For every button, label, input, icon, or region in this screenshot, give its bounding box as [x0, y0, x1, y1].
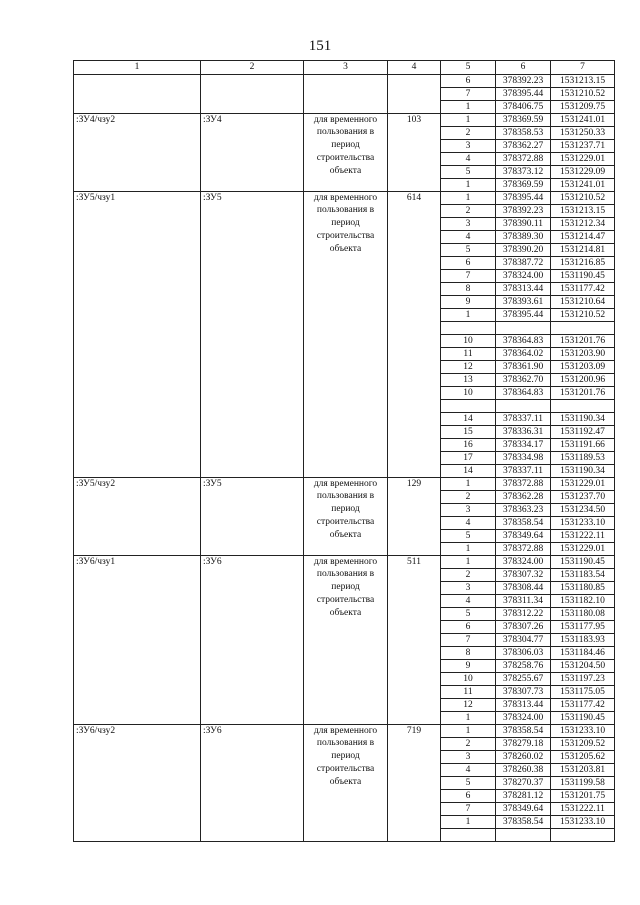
point-number-cell: 4: [441, 763, 496, 776]
parent-plot-cell: [201, 74, 304, 113]
coord-y-cell: 1531182.10: [551, 594, 615, 607]
point-number-cell: 3: [441, 217, 496, 230]
purpose-cell: для временного пользования в период строительства объекта: [304, 477, 388, 555]
coord-y-cell: 1531214.81: [551, 243, 615, 256]
coord-x-cell: 378406.75: [496, 100, 551, 113]
coord-y-cell: [551, 399, 615, 412]
column-header: 5: [441, 61, 496, 75]
coord-y-cell: 1531250.33: [551, 126, 615, 139]
point-number-cell: 2: [441, 204, 496, 217]
parent-plot-cell: :ЗУ5: [201, 477, 304, 555]
table-row: [74, 74, 615, 87]
table-row: [74, 477, 615, 490]
coord-y-cell: 1531241.01: [551, 113, 615, 126]
coord-y-cell: 1531237.71: [551, 139, 615, 152]
plot-designation-cell: :ЗУ6/чзу1: [74, 555, 201, 724]
coord-y-cell: 1531184.46: [551, 646, 615, 659]
point-number-cell: 1: [441, 100, 496, 113]
coord-y-cell: 1531216.85: [551, 256, 615, 269]
coord-y-cell: 1531201.75: [551, 789, 615, 802]
coord-y-cell: 1531229.01: [551, 477, 615, 490]
coord-x-cell: 378304.77: [496, 633, 551, 646]
coord-x-cell: 378324.00: [496, 555, 551, 568]
coord-x-cell: 378324.00: [496, 711, 551, 724]
area-cell: 614: [388, 191, 441, 477]
coord-y-cell: 1531229.09: [551, 165, 615, 178]
plot-designation-cell: :ЗУ5/чзу1: [74, 191, 201, 477]
point-number-cell: 1: [441, 191, 496, 204]
point-number-cell: 5: [441, 607, 496, 620]
area-cell: 103: [388, 113, 441, 191]
coord-y-cell: 1531210.52: [551, 87, 615, 100]
point-number-cell: 5: [441, 243, 496, 256]
area-cell: 511: [388, 555, 441, 724]
coord-x-cell: [496, 321, 551, 334]
coord-y-cell: 1531233.10: [551, 724, 615, 737]
point-number-cell: 9: [441, 659, 496, 672]
table-row: [74, 724, 615, 737]
coord-y-cell: 1531203.09: [551, 360, 615, 373]
point-number-cell: 11: [441, 685, 496, 698]
table-row: [74, 555, 615, 568]
coord-x-cell: 378311.34: [496, 594, 551, 607]
coord-x-cell: 378334.17: [496, 438, 551, 451]
coord-x-cell: 378372.88: [496, 152, 551, 165]
point-number-cell: [441, 321, 496, 334]
coord-y-cell: 1531191.66: [551, 438, 615, 451]
point-number-cell: 1: [441, 113, 496, 126]
point-number-cell: 3: [441, 139, 496, 152]
point-number-cell: 1: [441, 542, 496, 555]
point-number-cell: 2: [441, 737, 496, 750]
coord-x-cell: 378258.76: [496, 659, 551, 672]
coord-x-cell: 378387.72: [496, 256, 551, 269]
coord-x-cell: 378372.88: [496, 542, 551, 555]
point-number-cell: 9: [441, 295, 496, 308]
coord-y-cell: 1531237.70: [551, 490, 615, 503]
coord-y-cell: 1531197.23: [551, 672, 615, 685]
coord-x-cell: 378337.11: [496, 412, 551, 425]
area-cell: [388, 74, 441, 113]
coord-x-cell: 378358.54: [496, 815, 551, 828]
coord-y-cell: 1531204.50: [551, 659, 615, 672]
column-header: 3: [304, 61, 388, 75]
coord-x-cell: 378373.12: [496, 165, 551, 178]
coord-y-cell: 1531209.52: [551, 737, 615, 750]
coord-y-cell: 1531192.47: [551, 425, 615, 438]
point-number-cell: 6: [441, 620, 496, 633]
coordinates-table: [73, 60, 615, 842]
area-cell: 719: [388, 724, 441, 841]
plot-designation-cell: [74, 74, 201, 113]
coord-x-cell: [496, 828, 551, 841]
coord-x-cell: 378281.12: [496, 789, 551, 802]
point-number-cell: 1: [441, 724, 496, 737]
page-number: 151: [308, 38, 332, 54]
coord-x-cell: 378392.23: [496, 74, 551, 87]
coord-y-cell: 1531209.75: [551, 100, 615, 113]
coord-y-cell: [551, 321, 615, 334]
coord-x-cell: 378313.44: [496, 282, 551, 295]
coord-y-cell: 1531177.95: [551, 620, 615, 633]
coord-x-cell: 378369.59: [496, 113, 551, 126]
purpose-cell: для временного пользования в период строительства объекта: [304, 191, 388, 477]
column-header: 1: [74, 61, 201, 75]
column-header: 7: [551, 61, 615, 75]
column-header: 4: [388, 61, 441, 75]
coord-y-cell: 1531180.85: [551, 581, 615, 594]
point-number-cell: 7: [441, 633, 496, 646]
coord-x-cell: 378390.11: [496, 217, 551, 230]
coord-x-cell: 378349.64: [496, 529, 551, 542]
coord-y-cell: 1531190.34: [551, 412, 615, 425]
coord-x-cell: [496, 399, 551, 412]
point-number-cell: 12: [441, 360, 496, 373]
coord-y-cell: 1531183.93: [551, 633, 615, 646]
coord-y-cell: 1531201.76: [551, 334, 615, 347]
purpose-cell: для временного пользования в период строительства объекта: [304, 724, 388, 841]
plot-designation-cell: :ЗУ4/чзу2: [74, 113, 201, 191]
coord-x-cell: 378349.64: [496, 802, 551, 815]
coord-y-cell: 1531190.34: [551, 464, 615, 477]
coord-x-cell: 378362.27: [496, 139, 551, 152]
coord-y-cell: 1531229.01: [551, 542, 615, 555]
column-header: 2: [201, 61, 304, 75]
coord-x-cell: 378260.02: [496, 750, 551, 763]
purpose-cell: [304, 74, 388, 113]
point-number-cell: 6: [441, 74, 496, 87]
coord-x-cell: 378364.83: [496, 334, 551, 347]
point-number-cell: 7: [441, 87, 496, 100]
coord-y-cell: 1531200.96: [551, 373, 615, 386]
point-number-cell: 17: [441, 451, 496, 464]
coord-y-cell: 1531222.11: [551, 802, 615, 815]
table-row: [74, 191, 615, 204]
coord-x-cell: 378364.83: [496, 386, 551, 399]
coord-y-cell: 1531214.47: [551, 230, 615, 243]
coord-x-cell: 378364.02: [496, 347, 551, 360]
coord-x-cell: 378270.37: [496, 776, 551, 789]
purpose-cell: для временного пользования в период строительства объекта: [304, 113, 388, 191]
point-number-cell: 2: [441, 568, 496, 581]
coord-x-cell: 378337.11: [496, 464, 551, 477]
parent-plot-cell: :ЗУ6: [201, 555, 304, 724]
coord-x-cell: 378361.90: [496, 360, 551, 373]
coord-y-cell: 1531222.11: [551, 529, 615, 542]
coord-x-cell: 378308.44: [496, 581, 551, 594]
coord-x-cell: 378260.38: [496, 763, 551, 776]
coord-y-cell: 1531212.34: [551, 217, 615, 230]
point-number-cell: 5: [441, 529, 496, 542]
point-number-cell: 7: [441, 269, 496, 282]
point-number-cell: 8: [441, 282, 496, 295]
coord-y-cell: 1531180.08: [551, 607, 615, 620]
coord-y-cell: 1531190.45: [551, 711, 615, 724]
coord-x-cell: 378392.23: [496, 204, 551, 217]
point-number-cell: [441, 399, 496, 412]
coord-y-cell: 1531199.58: [551, 776, 615, 789]
coord-y-cell: 1531205.62: [551, 750, 615, 763]
coord-x-cell: 378372.88: [496, 477, 551, 490]
column-header: 6: [496, 61, 551, 75]
coord-x-cell: 378362.70: [496, 373, 551, 386]
coord-x-cell: 378312.22: [496, 607, 551, 620]
coord-x-cell: 378393.61: [496, 295, 551, 308]
coord-x-cell: 378334.98: [496, 451, 551, 464]
point-number-cell: 6: [441, 789, 496, 802]
point-number-cell: 15: [441, 425, 496, 438]
point-number-cell: 1: [441, 711, 496, 724]
coord-x-cell: 378362.28: [496, 490, 551, 503]
point-number-cell: 10: [441, 672, 496, 685]
coord-x-cell: 378358.54: [496, 516, 551, 529]
coord-y-cell: 1531234.50: [551, 503, 615, 516]
point-number-cell: 5: [441, 776, 496, 789]
point-number-cell: 6: [441, 256, 496, 269]
point-number-cell: 10: [441, 334, 496, 347]
coord-x-cell: 378395.44: [496, 191, 551, 204]
coord-y-cell: 1531177.42: [551, 282, 615, 295]
point-number-cell: 1: [441, 815, 496, 828]
coord-x-cell: 378324.00: [496, 269, 551, 282]
coord-x-cell: 378389.30: [496, 230, 551, 243]
coord-y-cell: 1531229.01: [551, 152, 615, 165]
point-number-cell: 16: [441, 438, 496, 451]
point-number-cell: 3: [441, 750, 496, 763]
coord-y-cell: 1531213.15: [551, 204, 615, 217]
coord-y-cell: 1531175.05: [551, 685, 615, 698]
parent-plot-cell: :ЗУ5: [201, 191, 304, 477]
coord-x-cell: 378313.44: [496, 698, 551, 711]
coord-y-cell: 1531233.10: [551, 815, 615, 828]
point-number-cell: 14: [441, 412, 496, 425]
coord-y-cell: 1531210.52: [551, 191, 615, 204]
coord-y-cell: 1531177.42: [551, 698, 615, 711]
point-number-cell: 4: [441, 152, 496, 165]
point-number-cell: 2: [441, 126, 496, 139]
point-number-cell: 2: [441, 490, 496, 503]
plot-designation-cell: :ЗУ5/чзу2: [74, 477, 201, 555]
point-number-cell: 1: [441, 477, 496, 490]
point-number-cell: 1: [441, 178, 496, 191]
table-row: [74, 113, 615, 126]
point-number-cell: 12: [441, 698, 496, 711]
area-cell: 129: [388, 477, 441, 555]
point-number-cell: 3: [441, 503, 496, 516]
coord-x-cell: 378307.32: [496, 568, 551, 581]
coord-y-cell: 1531210.64: [551, 295, 615, 308]
coord-x-cell: 378255.67: [496, 672, 551, 685]
purpose-cell: для временного пользования в период строительства объекта: [304, 555, 388, 724]
table-header-row: [74, 61, 615, 75]
coord-y-cell: 1531213.15: [551, 74, 615, 87]
point-number-cell: 7: [441, 802, 496, 815]
point-number-cell: 13: [441, 373, 496, 386]
parent-plot-cell: :ЗУ4: [201, 113, 304, 191]
coord-y-cell: 1531241.01: [551, 178, 615, 191]
coord-y-cell: 1531183.54: [551, 568, 615, 581]
coord-y-cell: 1531190.45: [551, 269, 615, 282]
coord-y-cell: 1531189.53: [551, 451, 615, 464]
coord-x-cell: 378395.44: [496, 308, 551, 321]
point-number-cell: 4: [441, 594, 496, 607]
coord-y-cell: 1531203.81: [551, 763, 615, 776]
parent-plot-cell: :ЗУ6: [201, 724, 304, 841]
point-number-cell: [441, 828, 496, 841]
point-number-cell: 3: [441, 581, 496, 594]
point-number-cell: 1: [441, 308, 496, 321]
coord-y-cell: 1531201.76: [551, 386, 615, 399]
coord-x-cell: 378369.59: [496, 178, 551, 191]
coord-y-cell: [551, 828, 615, 841]
point-number-cell: 4: [441, 516, 496, 529]
point-number-cell: 4: [441, 230, 496, 243]
point-number-cell: 5: [441, 165, 496, 178]
coord-x-cell: 378363.23: [496, 503, 551, 516]
point-number-cell: 8: [441, 646, 496, 659]
plot-designation-cell: :ЗУ6/чзу2: [74, 724, 201, 841]
coord-x-cell: 378307.73: [496, 685, 551, 698]
coord-x-cell: 378395.44: [496, 87, 551, 100]
coord-x-cell: 378390.20: [496, 243, 551, 256]
point-number-cell: 1: [441, 555, 496, 568]
point-number-cell: 14: [441, 464, 496, 477]
point-number-cell: 10: [441, 386, 496, 399]
coord-x-cell: 378358.53: [496, 126, 551, 139]
coord-y-cell: 1531190.45: [551, 555, 615, 568]
coord-y-cell: 1531203.90: [551, 347, 615, 360]
coord-y-cell: 1531233.10: [551, 516, 615, 529]
point-number-cell: 11: [441, 347, 496, 360]
coord-x-cell: 378279.18: [496, 737, 551, 750]
coord-x-cell: 378358.54: [496, 724, 551, 737]
coord-y-cell: 1531210.52: [551, 308, 615, 321]
coord-x-cell: 378306.03: [496, 646, 551, 659]
coord-x-cell: 378336.31: [496, 425, 551, 438]
coord-x-cell: 378307.26: [496, 620, 551, 633]
